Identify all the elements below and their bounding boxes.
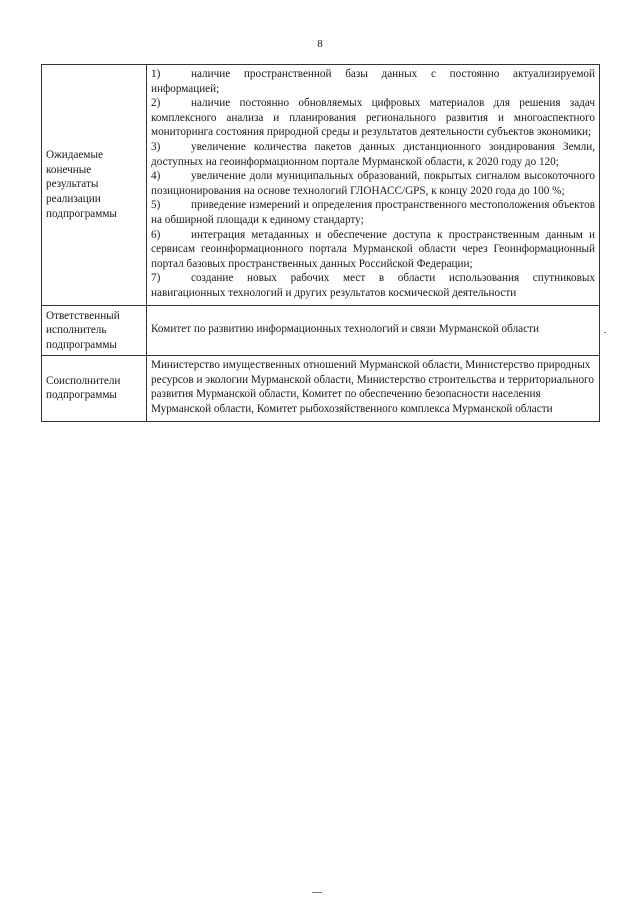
table-row [42, 305, 600, 356]
list-item: 2) наличие постоянно обновляемых цифровых материалов для решения задач комплексного анализа и планирования регионального развития и многоаспектного мониторинга состояния природной среды и результатов деятельности субъектов экономики; [151, 97, 595, 139]
coexecutors-label: Соисполнители подпрограммы [42, 356, 147, 421]
scan-speck [604, 332, 606, 333]
results-content [147, 65, 600, 306]
page-number: 8 [317, 38, 323, 50]
program-passport-table [41, 64, 600, 422]
list-item: 6) интеграция метаданных и обеспечение доступа к пространственным данным и сервисам геоинформационного портала Мурманской области через Геоинформационный портал базовых пространственных данных Российской Федерации; [151, 228, 595, 270]
list-item: 7) создание новых рабочих мест в области использования спутниковых навигационных технологий и других результатов космической деятельности [151, 272, 595, 299]
results-label: Ожидаемые конечные результаты реализации подпрограммы [42, 65, 147, 306]
executor-label: Ответственный исполнитель подпрограммы [42, 305, 147, 356]
coexecutors-content: Министерство имущественных отношений Мурманской области, Министерство природных ресурсов и экологии Мурманской области, Министерство строительства и территориального развития Мурманской области, Комитет по обеспечению безопасности населения Мурманской области, Комитет рыбохозяйственного комплекса Мурманской области [147, 356, 600, 421]
table-row [42, 356, 600, 421]
scan-speck [312, 892, 322, 893]
executor-content: Комитет по развитию информационных технологий и связи Мурманской области [147, 305, 600, 356]
list-item: 1) наличие пространственной базы данных с постоянно актуализируемой информацией; [151, 68, 595, 95]
list-item: 4) увеличение доли муниципальных образований, покрытых сигналом высокоточного позиционирования на основе технологий ГЛОНАСС/GPS, к концу 2020 года до 100 %; [151, 170, 595, 197]
list-item: 5) приведение измерений и определения пространственного местоположения объектов на обширной площади к единому стандарту; [151, 199, 595, 226]
table-row [42, 65, 600, 306]
list-item: 3) увеличение количества пакетов данных дистанционного зондирования Земли, доступных на геоинформационном портале Мурманской области, к 2020 году до 120; [151, 140, 595, 168]
